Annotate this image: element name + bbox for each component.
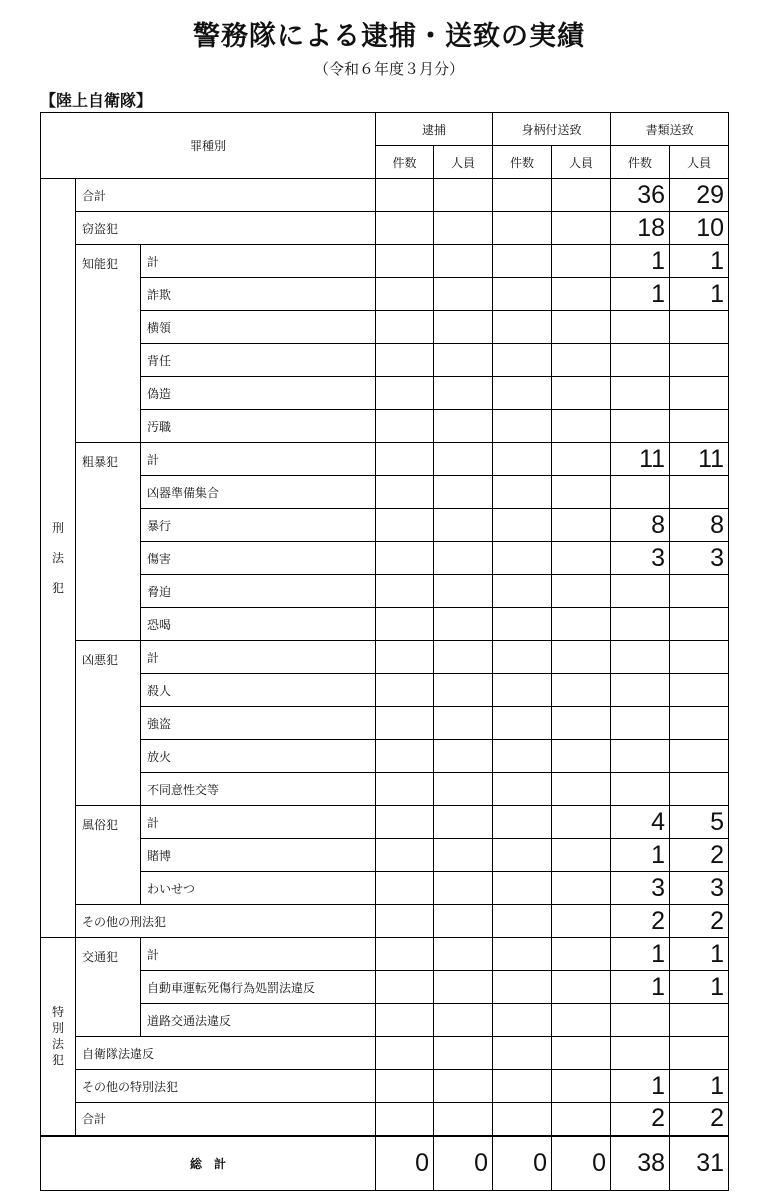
subgroup-label: 交通犯 [76,938,141,1037]
row-label: 計 [141,443,376,476]
value-cell [434,707,493,740]
value-cell [434,641,493,674]
row-label: 計 [141,938,376,971]
row-label: 不同意性交等 [141,773,376,806]
value-cell: 31 [670,1136,729,1191]
value-cell [376,377,434,410]
value-cell [552,245,611,278]
count-header: 件数 [376,146,434,179]
value-cell: 29 [670,179,729,212]
value-cell [434,1070,493,1103]
value-cell [493,938,552,971]
value-cell [670,608,729,641]
value-cell [434,839,493,872]
value-cell: 1 [670,245,729,278]
value-cell [493,476,552,509]
value-cell [552,839,611,872]
value-cell: 2 [611,905,670,938]
value-cell [611,476,670,509]
value-cell [552,1070,611,1103]
persons-header: 人員 [552,146,611,179]
persons-header: 人員 [434,146,493,179]
value-cell: 0 [434,1136,493,1191]
row-label: 賭博 [141,839,376,872]
value-cell: 1 [611,1070,670,1103]
value-cell [376,608,434,641]
page-title: 警務隊による逮捕・送致の実績 [193,21,585,52]
row-label: 凶器準備集合 [141,476,376,509]
value-cell [493,443,552,476]
row-label: 合計 [76,179,376,212]
row-label: 総 計 [41,1136,376,1191]
value-cell [670,740,729,773]
value-cell [493,839,552,872]
value-cell [552,476,611,509]
value-cell: 8 [670,509,729,542]
value-cell: 0 [552,1136,611,1191]
value-cell: 10 [670,212,729,245]
row-label: その他の刑法犯 [76,905,376,938]
value-cell: 3 [670,872,729,905]
value-cell [611,608,670,641]
value-cell [670,476,729,509]
subgroup-label: 知能犯 [76,245,141,443]
value-cell [376,542,434,575]
value-cell [434,377,493,410]
value-cell [493,905,552,938]
value-cell [552,509,611,542]
value-cell: 1 [611,839,670,872]
value-cell: 0 [493,1136,552,1191]
value-cell: 1 [611,245,670,278]
value-cell [552,872,611,905]
value-cell [434,806,493,839]
value-cell [434,344,493,377]
row-label: 殺人 [141,674,376,707]
value-cell: 1 [670,278,729,311]
unit-label: 【陸上自衛隊】 [40,91,153,110]
value-cell: 11 [611,443,670,476]
value-cell [434,1004,493,1037]
value-cell: 3 [670,542,729,575]
row-label: 道路交通法違反 [141,1004,376,1037]
value-cell [670,344,729,377]
row-label: 計 [141,641,376,674]
value-cell [493,245,552,278]
value-cell [376,245,434,278]
value-cell [434,542,493,575]
page-subtitle: （令和６年度３月分） [313,60,464,78]
value-cell [376,410,434,443]
row-label: 計 [141,806,376,839]
value-cell [434,905,493,938]
value-cell [611,1037,670,1070]
value-cell [376,905,434,938]
value-cell [670,311,729,344]
value-cell [493,377,552,410]
value-cell: 1 [670,1070,729,1103]
value-cell [376,872,434,905]
row-label: 偽造 [141,377,376,410]
value-cell [376,212,434,245]
value-cell [552,905,611,938]
value-cell [611,311,670,344]
value-cell [493,278,552,311]
row-label: 傷害 [141,542,376,575]
value-cell [376,641,434,674]
value-cell: 1 [611,971,670,1004]
value-cell: 4 [611,806,670,839]
value-cell [493,608,552,641]
value-cell [552,740,611,773]
value-cell [670,410,729,443]
value-cell [493,707,552,740]
value-cell [376,938,434,971]
row-label: 自動車運転死傷行為処罰法違反 [141,971,376,1004]
row-label: 合計 [76,1103,376,1136]
value-cell [493,1103,552,1136]
value-cell [376,740,434,773]
value-cell [611,344,670,377]
value-cell [434,674,493,707]
value-cell [376,1004,434,1037]
value-cell [552,311,611,344]
value-cell: 3 [611,872,670,905]
value-cell [552,674,611,707]
value-cell: 2 [670,1103,729,1136]
value-cell [493,311,552,344]
value-cell [376,1103,434,1136]
value-cell [493,674,552,707]
value-cell [611,410,670,443]
value-cell [434,245,493,278]
value-cell [493,179,552,212]
custody-header: 身柄付送致 [493,113,611,146]
value-cell [376,971,434,1004]
value-cell [611,641,670,674]
value-cell [376,839,434,872]
row-label: 恐喝 [141,608,376,641]
arrest-header: 逮捕 [376,113,493,146]
value-cell [670,575,729,608]
criminal-law-group-label: 刑 法 犯 [41,179,76,938]
value-cell [552,971,611,1004]
value-cell [434,575,493,608]
value-cell: 11 [670,443,729,476]
subgroup-label: 風俗犯 [76,806,141,905]
value-cell [552,608,611,641]
value-cell [434,773,493,806]
value-cell [434,179,493,212]
statistics-table [40,112,729,1191]
value-cell [670,1004,729,1037]
value-cell [493,542,552,575]
value-cell [493,971,552,1004]
value-cell [434,212,493,245]
value-cell [552,1037,611,1070]
special-law-group-label: 特 別 法 犯 [41,938,76,1136]
value-cell [434,740,493,773]
value-cell [611,1004,670,1037]
value-cell: 38 [611,1136,670,1191]
value-cell [376,806,434,839]
value-cell [552,377,611,410]
value-cell [552,344,611,377]
value-cell [434,1103,493,1136]
value-cell [493,773,552,806]
value-cell: 5 [670,806,729,839]
category-header: 罪種別 [41,113,376,179]
value-cell [434,971,493,1004]
row-label: その他の特別法犯 [76,1070,376,1103]
value-cell [434,1037,493,1070]
count-header: 件数 [493,146,552,179]
value-cell [670,377,729,410]
value-cell: 18 [611,212,670,245]
value-cell [493,509,552,542]
value-cell: 1 [611,278,670,311]
value-cell [552,641,611,674]
value-cell [670,773,729,806]
value-cell: 2 [611,1103,670,1136]
value-cell [434,938,493,971]
value-cell [552,179,611,212]
value-cell [552,1103,611,1136]
value-cell [376,509,434,542]
value-cell: 0 [376,1136,434,1191]
value-cell [552,278,611,311]
value-cell [611,674,670,707]
value-cell [376,179,434,212]
value-cell [493,872,552,905]
row-label: 暴行 [141,509,376,542]
value-cell [552,212,611,245]
value-cell [376,278,434,311]
value-cell [670,1037,729,1070]
row-label: 窃盗犯 [76,212,376,245]
value-cell [376,707,434,740]
value-cell: 8 [611,509,670,542]
count-header: 件数 [611,146,670,179]
value-cell [552,443,611,476]
value-cell [552,410,611,443]
value-cell [552,575,611,608]
row-label: わいせつ [141,872,376,905]
persons-header: 人員 [670,146,729,179]
value-cell [611,377,670,410]
value-cell [493,1004,552,1037]
value-cell [493,212,552,245]
subgroup-label: 凶悪犯 [76,641,141,806]
value-cell [611,740,670,773]
row-label: 横領 [141,311,376,344]
value-cell [434,509,493,542]
value-cell [376,773,434,806]
value-cell [611,575,670,608]
value-cell [493,575,552,608]
value-cell [434,311,493,344]
value-cell [434,278,493,311]
row-label: 強盗 [141,707,376,740]
value-cell [376,1070,434,1103]
value-cell [376,575,434,608]
value-cell [552,806,611,839]
value-cell: 3 [611,542,670,575]
value-cell [434,608,493,641]
row-label: 計 [141,245,376,278]
value-cell [611,773,670,806]
row-label: 汚職 [141,410,376,443]
value-cell [493,641,552,674]
value-cell [670,641,729,674]
value-cell [376,443,434,476]
value-cell [670,707,729,740]
value-cell [434,476,493,509]
value-cell [493,410,552,443]
value-cell [434,410,493,443]
value-cell [552,773,611,806]
value-cell: 2 [670,839,729,872]
document-header: 書類送致 [611,113,729,146]
value-cell [552,707,611,740]
value-cell [376,674,434,707]
row-label: 詐欺 [141,278,376,311]
value-cell [611,707,670,740]
row-label: 背任 [141,344,376,377]
value-cell [670,674,729,707]
value-cell [552,1004,611,1037]
value-cell [493,1070,552,1103]
value-cell [493,344,552,377]
value-cell [434,443,493,476]
value-cell: 36 [611,179,670,212]
value-cell [552,938,611,971]
value-cell [493,1037,552,1070]
value-cell [376,476,434,509]
value-cell [376,1037,434,1070]
value-cell [434,872,493,905]
value-cell [493,740,552,773]
row-label: 放火 [141,740,376,773]
subgroup-label: 粗暴犯 [76,443,141,641]
value-cell [376,344,434,377]
value-cell [493,806,552,839]
value-cell [376,311,434,344]
row-label: 脅迫 [141,575,376,608]
value-cell: 1 [670,938,729,971]
value-cell: 1 [611,938,670,971]
row-label: 自衛隊法違反 [76,1037,376,1070]
value-cell: 1 [670,971,729,1004]
value-cell [552,542,611,575]
value-cell: 2 [670,905,729,938]
